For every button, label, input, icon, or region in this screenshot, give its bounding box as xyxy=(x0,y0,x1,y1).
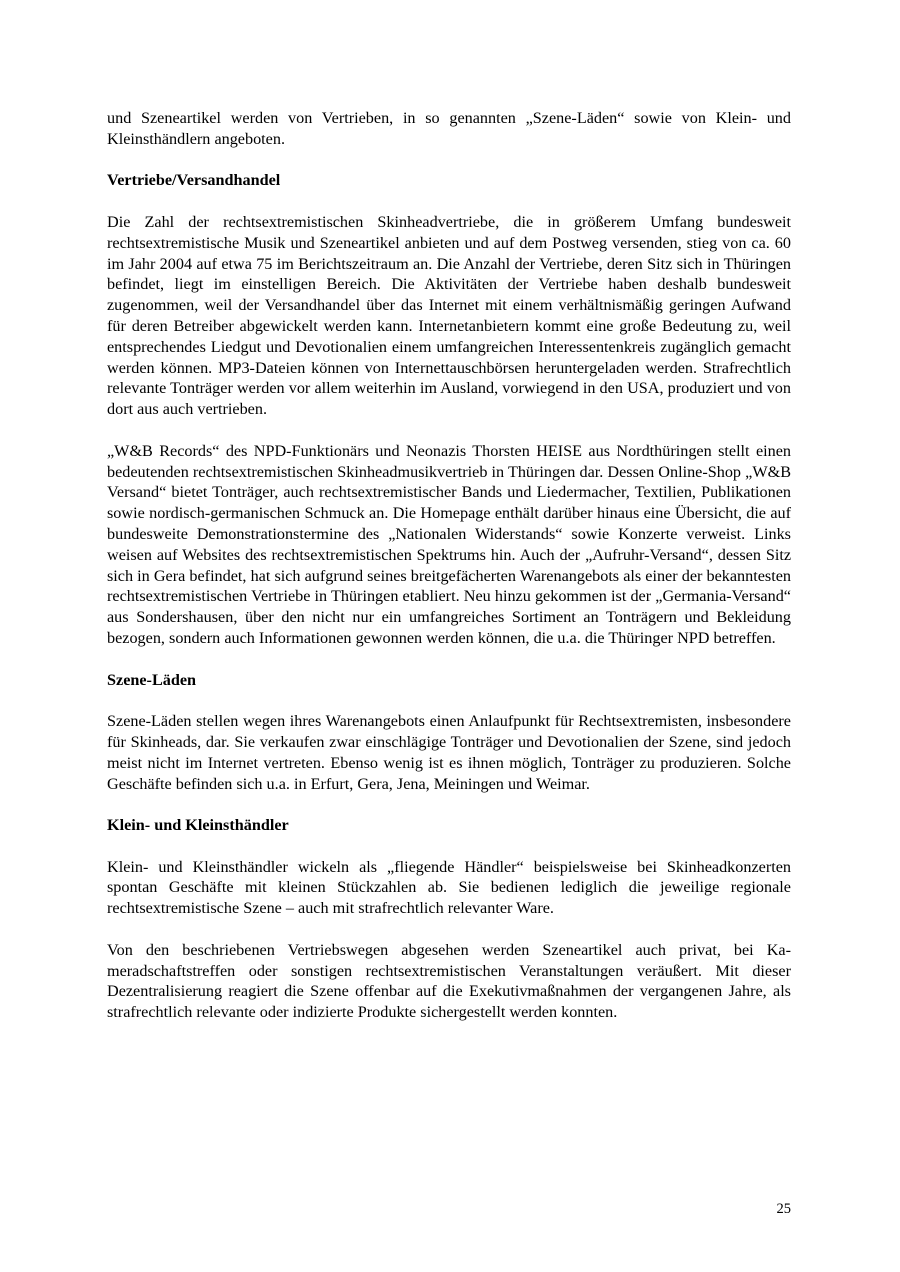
section-klein-kleinsthaendler xyxy=(107,815,791,1023)
paragraph-haendler-1: Klein- und Kleinsthändler wickeln als „fliegende Händler“ beispielsweise bei Skinheadkonzerten spontan Geschäfte mit kleinen Stückzahlen ab. Sie bedienen lediglich die jeweilige regionale rechtsextremistische Szene – auch mit strafrechtlich relevanter Ware. xyxy=(107,857,791,918)
intro-paragraph: und Szeneartikel werden von Vertrieben, in so genannten „Szene-Läden“ sowie von Klein- und Kleinsthändlern angeboten. xyxy=(107,109,791,148)
paragraph-szene-laeden-1: Szene-Läden stellen wegen ihres Warenangebots einen Anlaufpunkt für Rechtsextremisten, insbesondere für Skinheads, dar. Sie verkaufen zwar einschlägige Tonträger und Devotionalien der Szene, sind jedoch meist nicht im Internet vertreten. Ebenso wenig ist es ihnen möglich, Tonträger zu produzieren. Solche Geschäfte befinden sich u.a. in Erfurt, Gera, Jena, Meiningen und Weimar. xyxy=(107,712,791,793)
section-vertriebe-versandhandel xyxy=(107,170,791,648)
section-heading-szene-laeden: Szene-Läden xyxy=(107,670,197,689)
paragraph-vertriebe-1: Die Zahl der rechtsextremistischen Skinheadvertriebe, die in größerem Umfang bundesweit rechtsextremistische Musik und Szeneartikel anbieten und auf dem Postweg versenden, stieg von ca. 60 im Jahr 2004 auf etwa 75 im Berichtszeitraum an. Die Anzahl der Vertriebe, deren Sitz sich in Thüringen befindet, liegt im einstelligen Bereich. Die Aktivitäten der Vertriebe haben deshalb bundesweit zugenommen, weil der Versandhandel über das Internet mit einem verhältnismäßig geringen Aufwand für deren Betreiber abgewickelt werden kann. Internetanbietern kommt eine große Bedeutung zu, weil entsprechendes Liedgut und Devotionalien einem umfangreichen Interessentenkreis zugänglich gemacht werden können. MP3-Dateien können von Internettauschbörsen heruntergeladen werden. Strafrechtlich relevante Tonträger werden vor allem weiterhin im Ausland, vorwiegend in den USA, produziert und von dort aus auch vertrieben. xyxy=(107,212,791,419)
section-heading-vertriebe: Vertriebe/Versandhandel xyxy=(107,171,281,190)
page-number: 25 xyxy=(776,1201,791,1217)
document-page xyxy=(107,108,791,1023)
section-szene-laeden xyxy=(107,670,791,795)
paragraph-vertriebe-2: „W&B Records“ des NPD-Funktionärs und Neonazis Thorsten HEISE aus Nordthüringen stellt einen bedeutenden rechtsextremistischen Skinheadmusikvertrieb in Thüringen dar. Dessen Online-Shop „W&B Versand“ bietet Tonträger, auch rechtsextremistischer Bands und Liedermacher, Textilien, Publikationen sowie nordisch-germanischen Schmuck an. Die Homepage enthält darüber hinaus eine Übersicht, die auf bundesweite Demonstrationstermine des „Nationalen Widerstands“ sowie Konzerte verweist. Links weisen auf Websites des rechtsextremistischen Spektrums hin. Auch der „Aufruhr-Versand“, dessen Sitz sich in Gera befindet, hat sich aufgrund seines breitgefächerten Warenangebots als einer der bekanntesten rechtsextremistischen Vertriebe in Thüringen etabliert. Neu hinzu gekommen ist der „Germania-Versand“ aus Sondershausen, über den nicht nur ein umfangreiches Sortiment an Tonträgern und Bekleidung bezogen, sondern auch Informationen gewonnen werden können, die u.a. die Thüringer NPD betreffen. xyxy=(107,441,791,647)
section-heading-klein-kleinsthaendler: Klein- und Kleinsthändler xyxy=(107,816,289,835)
paragraph-haendler-2: Von den beschriebenen Vertriebswegen abgesehen werden Szeneartikel auch privat, bei Kameradschaftstreffen oder sonstigen rechtsextremistischen Veranstaltungen veräußert. Mit dieser Dezentralisierung reagiert die Szene offenbar auf die Exekutivmaßnahmen der vergangenen Jahre, als strafrechtlich relevante oder indizierte Produkte sichergestellt werden konnten. xyxy=(107,940,791,1022)
